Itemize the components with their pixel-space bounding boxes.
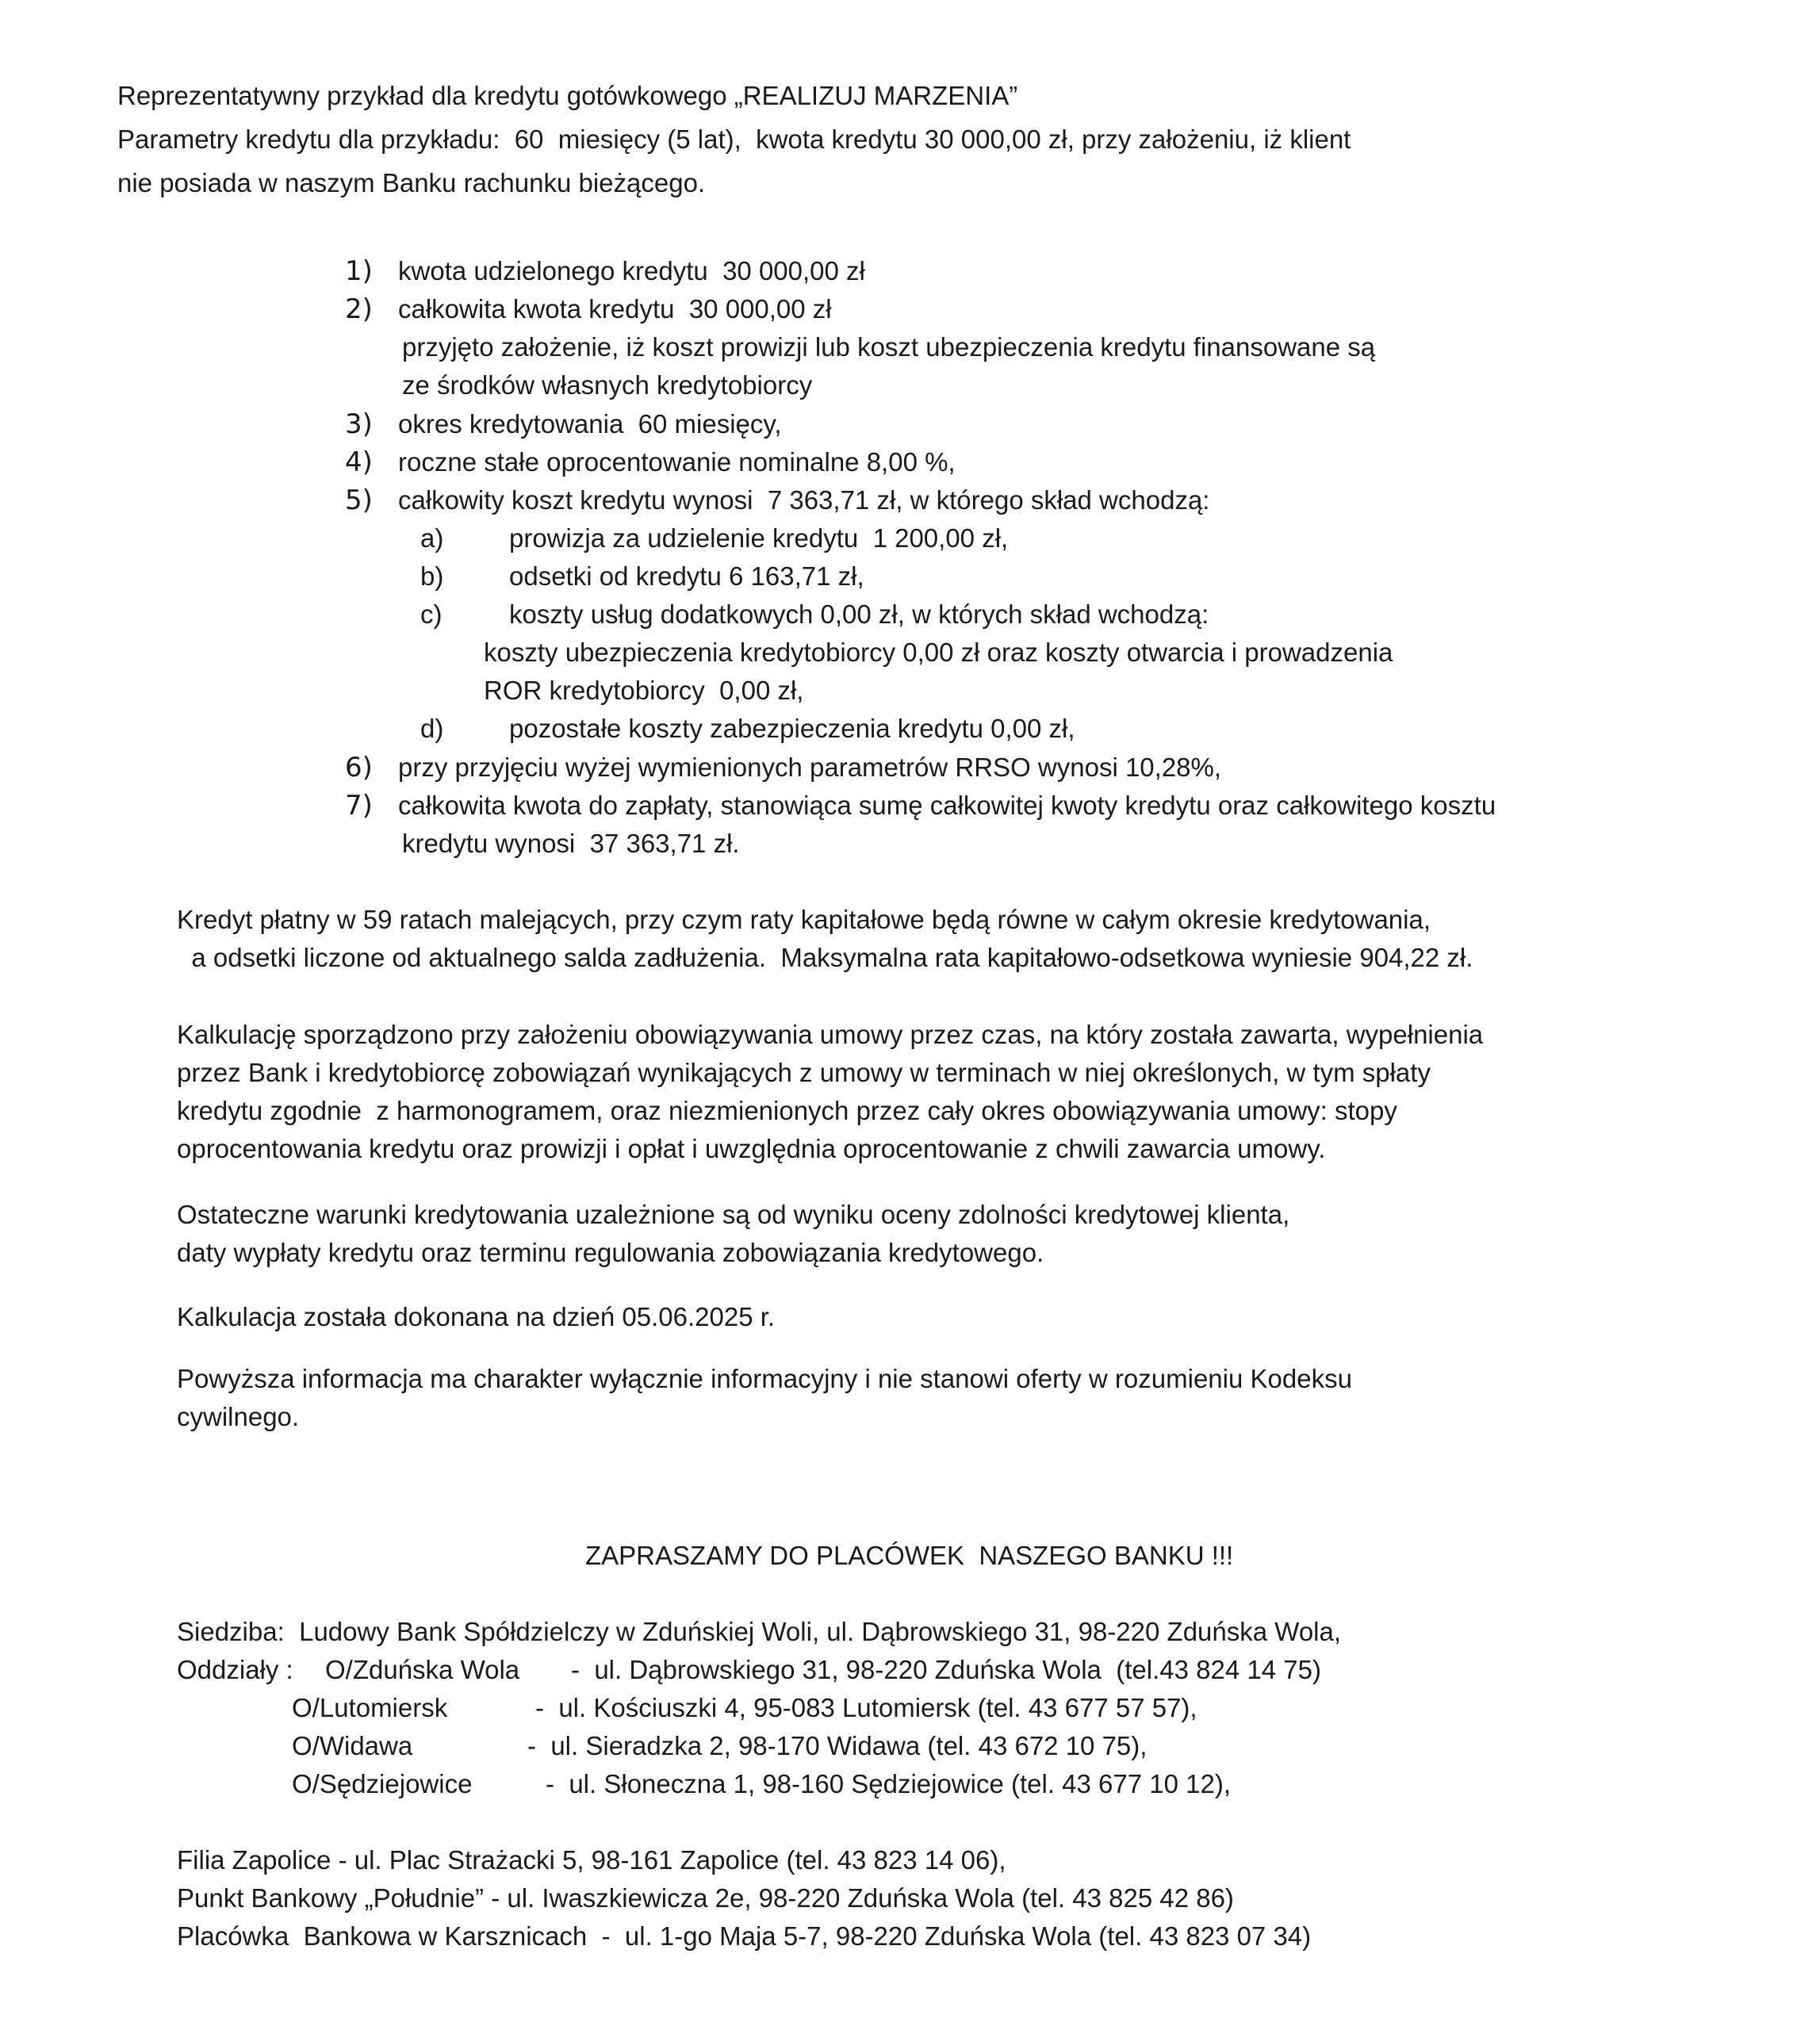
sub-item: odsetki od kredytu 6 163,71 zł, [509, 561, 864, 591]
list-item: roczne stałe oprocentowanie nominalne 8,00 %, [398, 447, 956, 477]
other-location: Filia Zapolice - ul. Plac Strażacki 5, 98-161 Zapolice (tel. 43 823 14 06), [177, 1845, 1006, 1875]
list-item-number: 4) [345, 446, 373, 478]
sub-item-letter: d) [420, 714, 444, 743]
other-location: Punkt Bankowy „Południe” - ul. Iwaszkiewicza 2e, 98-220 Zduńska Wola (tel. 43 825 42 86) [177, 1883, 1234, 1913]
calculation-text: Kalkulację sporządzono przy założeniu obowiązywania umowy przez czas, na który została zawarta, wypełnienia [177, 1020, 1484, 1049]
list-item: przy przyjęciu wyżej wymienionych parametrów RRSO wynosi 10,28%, [398, 753, 1222, 782]
invite-heading: ZAPRASZAMY DO PLACÓWEK NASZEGO BANKU !!! [585, 1541, 1234, 1570]
list-item: całkowita kwota do zapłaty, stanowiąca sumę całkowitej kwoty kredytu oraz całkowitego kosztu [398, 791, 1496, 820]
sub-item-cont: ROR kredytobiorcy 0,00 zł, [484, 676, 804, 705]
list-item-note: ze środków własnych kredytobiorcy [402, 370, 813, 400]
list-item-number: 7) [345, 790, 373, 822]
branch-name: O/Lutomiersk [292, 1693, 448, 1722]
sub-item: prowizja za udzielenie kredytu 1 200,00 zł, [509, 523, 1009, 553]
sub-item-letter: a) [420, 523, 444, 553]
intro-parameters-cont: nie posiada w naszym Banku rachunku bieżącego. [117, 168, 706, 197]
repayment-text: a odsetki liczone od aktualnego salda zadłużenia. Maksymalna rata kapitałowo-odsetkowa wyniesie 904,22 zł. [177, 943, 1473, 972]
list-item: okres kredytowania 60 miesięcy, [398, 409, 782, 439]
branch-name: O/Widawa [292, 1731, 413, 1760]
list-item: całkowita kwota kredytu 30 000,00 zł [398, 294, 832, 324]
conditions-text: Ostateczne warunki kredytowania uzależnione są od wyniku oceny zdolności kredytowej klienta, [177, 1200, 1290, 1229]
calculation-text: oprocentowania kredytu oraz prowizji i opłat i uwzględnia oprocentowanie z chwili zawarcia umowy. [177, 1134, 1326, 1163]
repayment-text: Kredyt płatny w 59 ratach malejących, przy czym raty kapitałowe będą równe w całym okresie kredytowania, [177, 905, 1431, 934]
list-item-number: 3) [345, 408, 373, 440]
list-item-cont: kredytu wynosi 37 363,71 zł. [402, 829, 740, 858]
calculation-date: Kalkulacja została dokonana na dzień 05.06.2025 r. [177, 1302, 776, 1331]
disclaimer-text: Powyższa informacja ma charakter wyłącznie informacyjny i nie stanowi oferty w rozumieniu Kodeksu [177, 1364, 1352, 1393]
list-item-number: 5) [345, 485, 373, 516]
branch-detail: - ul. Kościuszki 4, 95-083 Lutomiersk (tel. 43 677 57 57), [535, 1693, 1197, 1722]
calculation-text: przez Bank i kredytobiorcę zobowiązań wynikających z umowy w terminach w niej określonych, w tym spłaty [177, 1058, 1431, 1087]
list-item-note: przyjęto założenie, iż koszt prowizji lub koszt ubezpieczenia kredytu finansowane są [402, 332, 1376, 362]
other-location: Placówka Bankowa w Karsznicach - ul. 1-go Maja 5-7, 98-220 Zduńska Wola (tel. 43 823 07 34) [177, 1921, 1312, 1951]
intro-parameters: Parametry kredytu dla przykładu: 60 miesięcy (5 lat), kwota kredytu 30 000,00 zł, przy założeniu, iż klient [117, 124, 1351, 154]
sub-item: koszty usług dodatkowych 0,00 zł, w których skład wchodzą: [509, 599, 1209, 629]
list-item-number: 6) [345, 752, 373, 783]
list-item: całkowity koszt kredytu wynosi 7 363,71 zł, w którego skład wchodzą: [398, 485, 1210, 515]
list-item-number: 1) [345, 255, 373, 287]
intro-title: Reprezentatywny przykład dla kredytu gotówkowego „REALIZUJ MARZENIA” [117, 81, 1018, 110]
branch-detail: - ul. Dąbrowskiego 31, 98-220 Zduńska Wola (tel.43 824 14 75) [571, 1655, 1321, 1684]
sub-item-letter: c) [420, 599, 443, 629]
list-item-number: 2) [345, 293, 373, 325]
branches-label: Oddziały : [177, 1655, 293, 1684]
branch-detail: - ul. Sieradzka 2, 98-170 Widawa (tel. 43 672 10 75), [527, 1731, 1148, 1760]
branch-name: O/Zduńska Wola [325, 1655, 520, 1684]
list-item: kwota udzielonego kredytu 30 000,00 zł [398, 256, 865, 285]
branch-name: O/Sędziejowice [292, 1769, 473, 1798]
headquarters-address: Siedziba: Ludowy Bank Spółdzielczy w Zduńskiej Woli, ul. Dąbrowskiego 31, 98-220 Zduńska Wola, [177, 1617, 1342, 1646]
conditions-text: daty wypłaty kredytu oraz terminu regulowania zobowiązania kredytowego. [177, 1238, 1044, 1267]
calculation-text: kredytu zgodnie z harmonogramem, oraz niezmienionych przez cały okres obowiązywania umowy: stopy [177, 1096, 1397, 1125]
sub-item-cont: koszty ubezpieczenia kredytobiorcy 0,00 zł oraz koszty otwarcia i prowadzenia [484, 638, 1393, 667]
disclaimer-text: cywilnego. [177, 1402, 300, 1431]
sub-item: pozostałe koszty zabezpieczenia kredytu 0,00 zł, [509, 714, 1075, 743]
sub-item-letter: b) [420, 561, 444, 591]
branch-detail: - ul. Słoneczna 1, 98-160 Sędziejowice (tel. 43 677 10 12), [546, 1769, 1232, 1798]
